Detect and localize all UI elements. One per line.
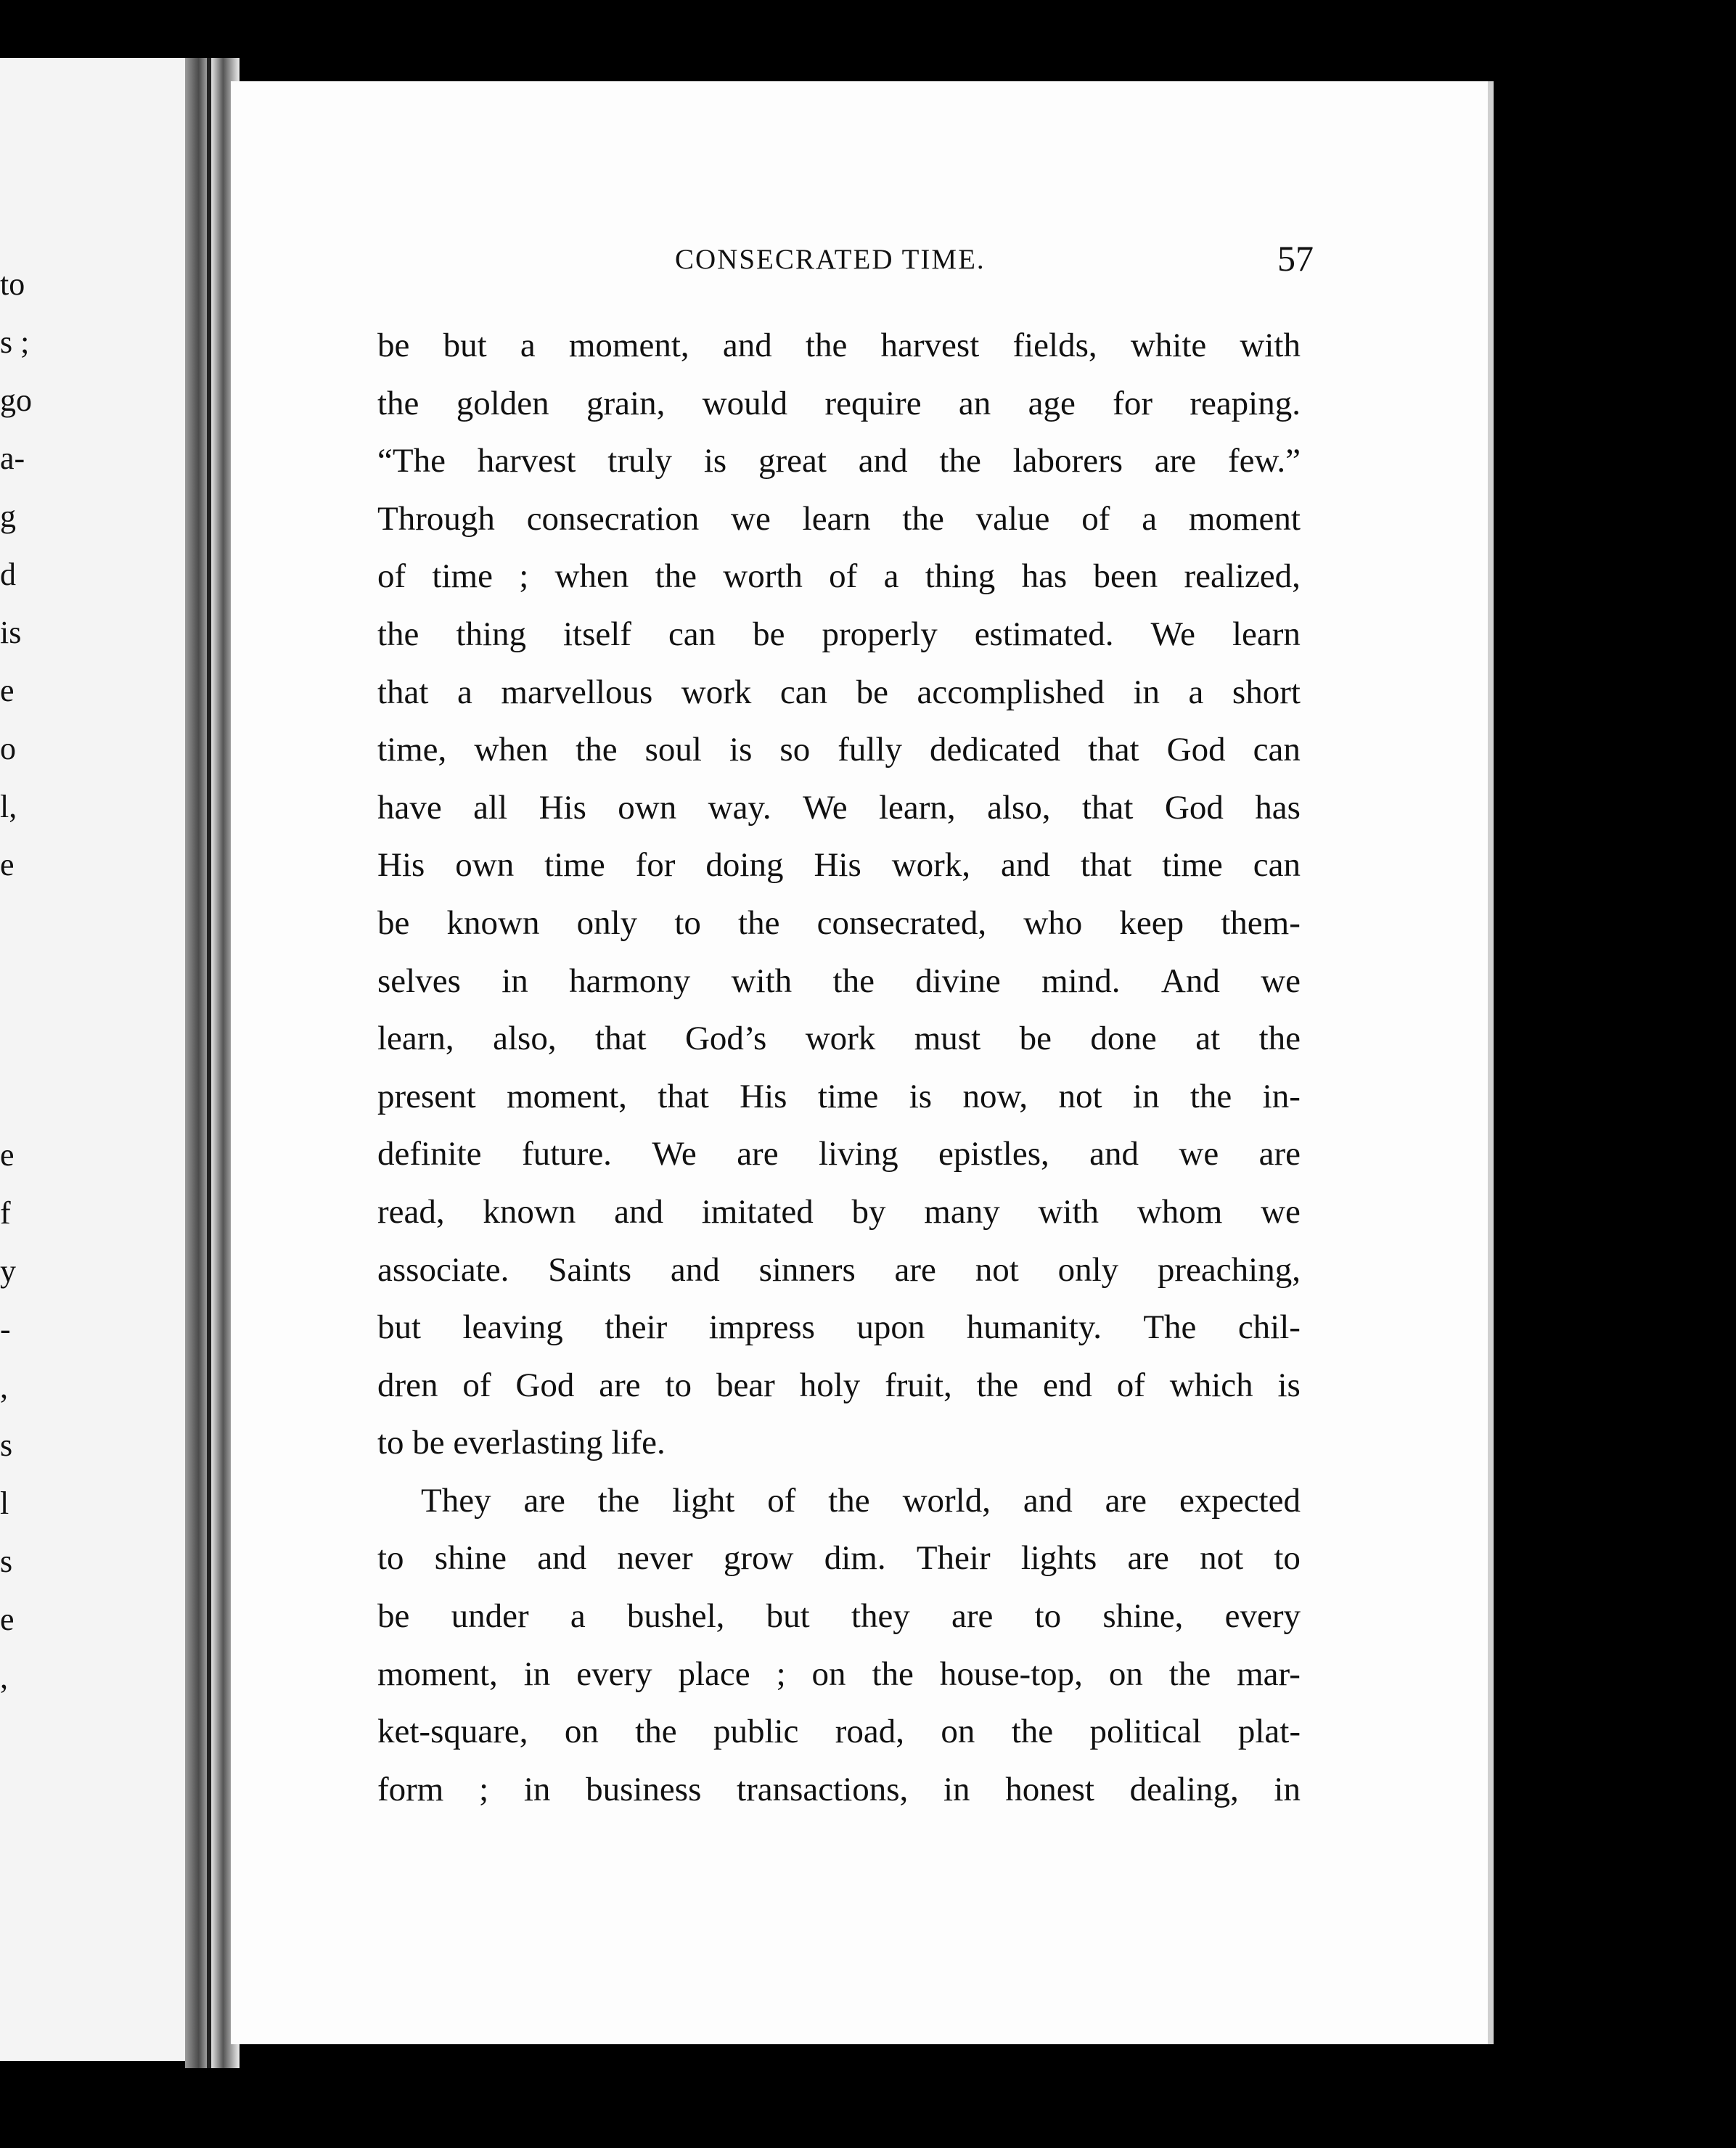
left-page-fragment: e	[0, 847, 15, 882]
body-text	[377, 317, 1301, 1819]
text-line: the golden grain, would require an age for reaping.	[377, 384, 1301, 422]
text-line: They are the light of the world, and are expected	[421, 1481, 1301, 1520]
text-line: selves in harmony with the divine mind. And we	[377, 962, 1301, 1000]
text-line: definite future. We are living epistles, and we are	[377, 1135, 1301, 1173]
left-page-fragment: g	[0, 499, 16, 534]
left-page-fragment: l,	[0, 789, 17, 824]
text-line: have all His own way. We learn, also, that God has	[377, 788, 1301, 827]
left-page-fragment: s	[0, 1427, 13, 1463]
text-line: moment, in every place ; on the house-top, on the mar-	[377, 1655, 1301, 1693]
text-line: be under a bushel, but they are to shine, every	[377, 1597, 1301, 1636]
text-line: but leaving their impress upon humanity. The chil-	[377, 1308, 1301, 1347]
left-page-fragment: go	[0, 382, 32, 418]
text-line: be known only to the consecrated, who keep them-	[377, 903, 1301, 942]
page-number: 57	[1277, 238, 1314, 279]
left-page-fragment: ,	[0, 1369, 8, 1405]
text-line: “The harvest truly is great and the laborers are few.”	[377, 442, 1301, 480]
text-line: present moment, that His time is now, not in the in-	[377, 1077, 1301, 1115]
left-page-fragment: to	[0, 266, 25, 302]
text-line: learn, also, that God’s work must be done at the	[377, 1020, 1301, 1058]
text-line: the thing itself can be properly estimated. We learn	[377, 615, 1301, 653]
left-page-fragment: e	[0, 1137, 15, 1173]
text-line: Through consecration we learn the value of a moment	[377, 499, 1301, 538]
previous-page-edge	[0, 58, 200, 2061]
text-line: His own time for doing His work, and that time can	[377, 846, 1301, 885]
text-line: of time ; when the worth of a thing has been realized,	[377, 557, 1301, 596]
left-page-fragment: y	[0, 1253, 16, 1289]
text-line: form ; in business transactions, in honest dealing, in	[377, 1770, 1301, 1808]
left-page-fragment: s ;	[0, 324, 30, 360]
left-page-fragment: -	[0, 1311, 11, 1347]
running-head	[231, 237, 1488, 281]
left-page-fragment: e	[0, 1602, 15, 1637]
running-title: CONSECRATED TIME.	[675, 244, 986, 275]
left-page-fragment: l	[0, 1485, 9, 1521]
text-line: to be everlasting life.	[377, 1424, 666, 1462]
left-page-fragment: is	[0, 615, 22, 650]
text-line: ket-square, on the public road, on the political plat-	[377, 1713, 1301, 1751]
left-page-fragment: e	[0, 673, 15, 708]
text-line: to shine and never grow dim. Their lights are not to	[377, 1539, 1301, 1578]
text-line: be but a moment, and the harvest fields, white with	[377, 327, 1301, 364]
text-line: read, known and imitated by many with whom we	[377, 1192, 1301, 1231]
text-line: dren of God are to bear holy fruit, the end of which is	[377, 1366, 1301, 1404]
text-line: time, when the soul is so fully dedicated that God can	[377, 731, 1301, 769]
left-page-fragment: a-	[0, 440, 25, 476]
left-page-fragment: d	[0, 557, 16, 592]
text-line: that a marvellous work can be accomplished in a short	[377, 673, 1301, 711]
left-page-fragment: ,	[0, 1660, 8, 1695]
left-page-fragment: o	[0, 731, 16, 766]
book-page	[231, 81, 1494, 2044]
left-page-fragment: s	[0, 1544, 13, 1579]
text-line: associate. Saints and sinners are not only preaching,	[377, 1250, 1301, 1289]
left-page-fragment: f	[0, 1195, 11, 1231]
binding-seam	[207, 58, 211, 2068]
